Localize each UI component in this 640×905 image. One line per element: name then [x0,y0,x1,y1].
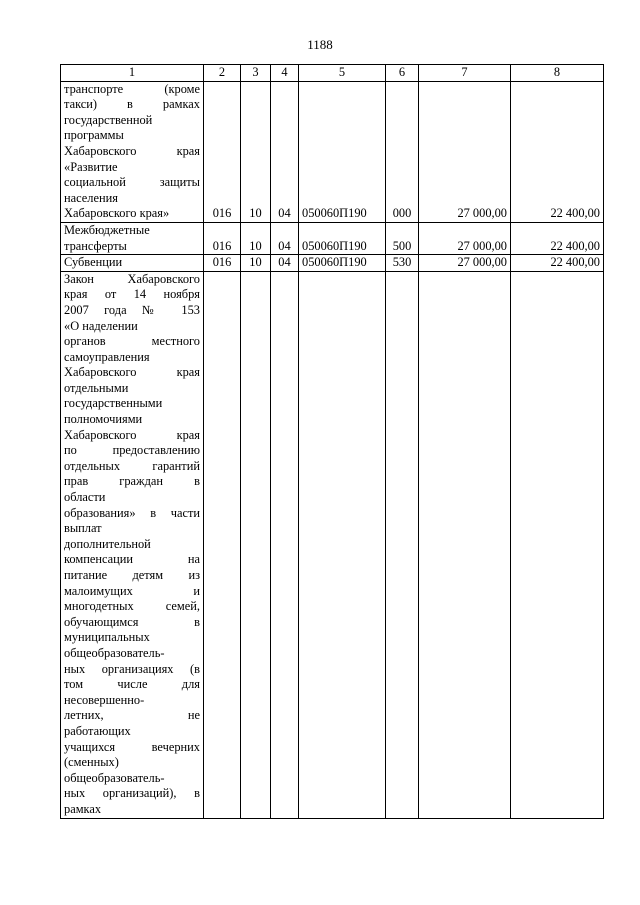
column-number: 3 [241,65,271,82]
row-name-line: самоуправления [64,349,150,364]
row-name-line: программы [64,128,124,143]
row-name-line: Межбюджетные [64,222,150,237]
amount-column-8: 22 400,00 [511,222,604,254]
table-row [61,255,604,272]
row-name-line: ных организациях (в [64,661,200,676]
row-name-line: компенсации на [64,552,200,567]
column-number: 1 [61,65,204,82]
row-name-line: населения [64,190,118,205]
row-name-line: рамках [64,801,102,816]
row-name-cell [61,255,204,272]
row-name-line: государственными [64,396,163,411]
ministry-code: 016 [204,81,241,222]
column-number: 4 [271,65,299,82]
ministry-code [204,271,241,818]
target-article-code [299,271,386,818]
budget-table [60,64,604,819]
row-name-line: муниципальных [64,630,150,645]
amount-column-7: 27 000,00 [419,222,511,254]
subsection-code [271,271,299,818]
ministry-code: 016 [204,222,241,254]
amount-column-8: 22 400,00 [511,81,604,222]
row-name-line: учащихся вечерних [64,739,200,754]
section-code: 10 [241,81,271,222]
row-name-line: области [64,490,106,505]
row-name-line: (сменных) [64,755,119,770]
amount-column-8 [511,271,604,818]
column-number: 5 [299,65,386,82]
row-name-line: прав граждан в [64,474,200,489]
table-row [61,81,604,222]
ministry-code: 016 [204,255,241,272]
row-name-line: органов местного [64,334,200,349]
row-name-line: образования» в части [64,505,200,520]
row-name-line: общеобразователь- [64,770,165,785]
section-code [241,271,271,818]
row-name-line: по предоставлению [64,443,200,458]
column-number: 2 [204,65,241,82]
row-name-line: дополнительной [64,536,151,551]
row-name-line: общеобразователь- [64,645,165,660]
amount-column-8: 22 400,00 [511,255,604,272]
row-name-line: том числе для [64,677,200,692]
row-name-line: Хабаровского края» [64,206,170,221]
row-name-line: «Развитие [64,159,118,174]
expense-type-code: 530 [386,255,419,272]
page-number: 1188 [307,37,333,52]
amount-column-7 [419,271,511,818]
row-name-line: полномочиями [64,412,143,427]
row-name-line: работающих [64,723,131,738]
row-name-line: отдельными [64,380,129,395]
row-name-line: транспорте (кроме [64,81,200,96]
row-name-cell [61,271,204,818]
amount-column-7: 27 000,00 [419,255,511,272]
row-name-line: 2007 года № 153 [64,302,200,317]
row-name-line: малоимущих и [64,583,200,598]
row-name-line: такси) в рамках [64,97,200,112]
row-name-cell [61,222,204,254]
table-row [61,222,604,254]
row-name-line: Закон Хабаровского [64,271,200,286]
row-name-line: выплат [64,521,102,536]
subsection-code: 04 [271,255,299,272]
row-name-line: питание детям из [64,568,200,582]
expense-type-code: 500 [386,222,419,254]
row-name-line: ных организаций), в [64,786,200,801]
row-name-line: Хабаровского края [64,427,200,442]
column-number-row [61,65,604,82]
column-number: 6 [386,65,419,82]
row-name-line: летних, не [64,708,200,723]
target-article-code: 050060П190 [299,255,386,272]
row-name-line: Хабаровского края [64,365,200,380]
row-name-line: Субвенции [64,255,123,270]
row-name-line: отдельных гарантий [64,458,200,473]
target-article-code: 050060П190 [299,81,386,222]
row-name-line: обучающимся в [64,614,200,629]
row-name-line: Хабаровского края [64,143,200,158]
row-name-line: несовершенно- [64,692,145,707]
row-name-line: государственной [64,112,153,127]
amount-column-7: 27 000,00 [419,81,511,222]
subsection-code: 04 [271,81,299,222]
section-code: 10 [241,222,271,254]
table-row [61,271,604,818]
column-number: 7 [419,65,511,82]
row-name-line: края от 14 ноября [64,287,200,302]
target-article-code: 050060П190 [299,222,386,254]
subsection-code: 04 [271,222,299,254]
section-code: 10 [241,255,271,272]
row-name-cell [61,81,204,222]
column-number: 8 [511,65,604,82]
row-name-line: многодетных семей, [64,599,200,614]
expense-type-code: 000 [386,81,419,222]
row-name-line: социальной защиты [64,175,200,190]
row-name-line: трансферты [64,238,127,253]
expense-type-code [386,271,419,818]
row-name-line: «О наделении [64,318,138,333]
